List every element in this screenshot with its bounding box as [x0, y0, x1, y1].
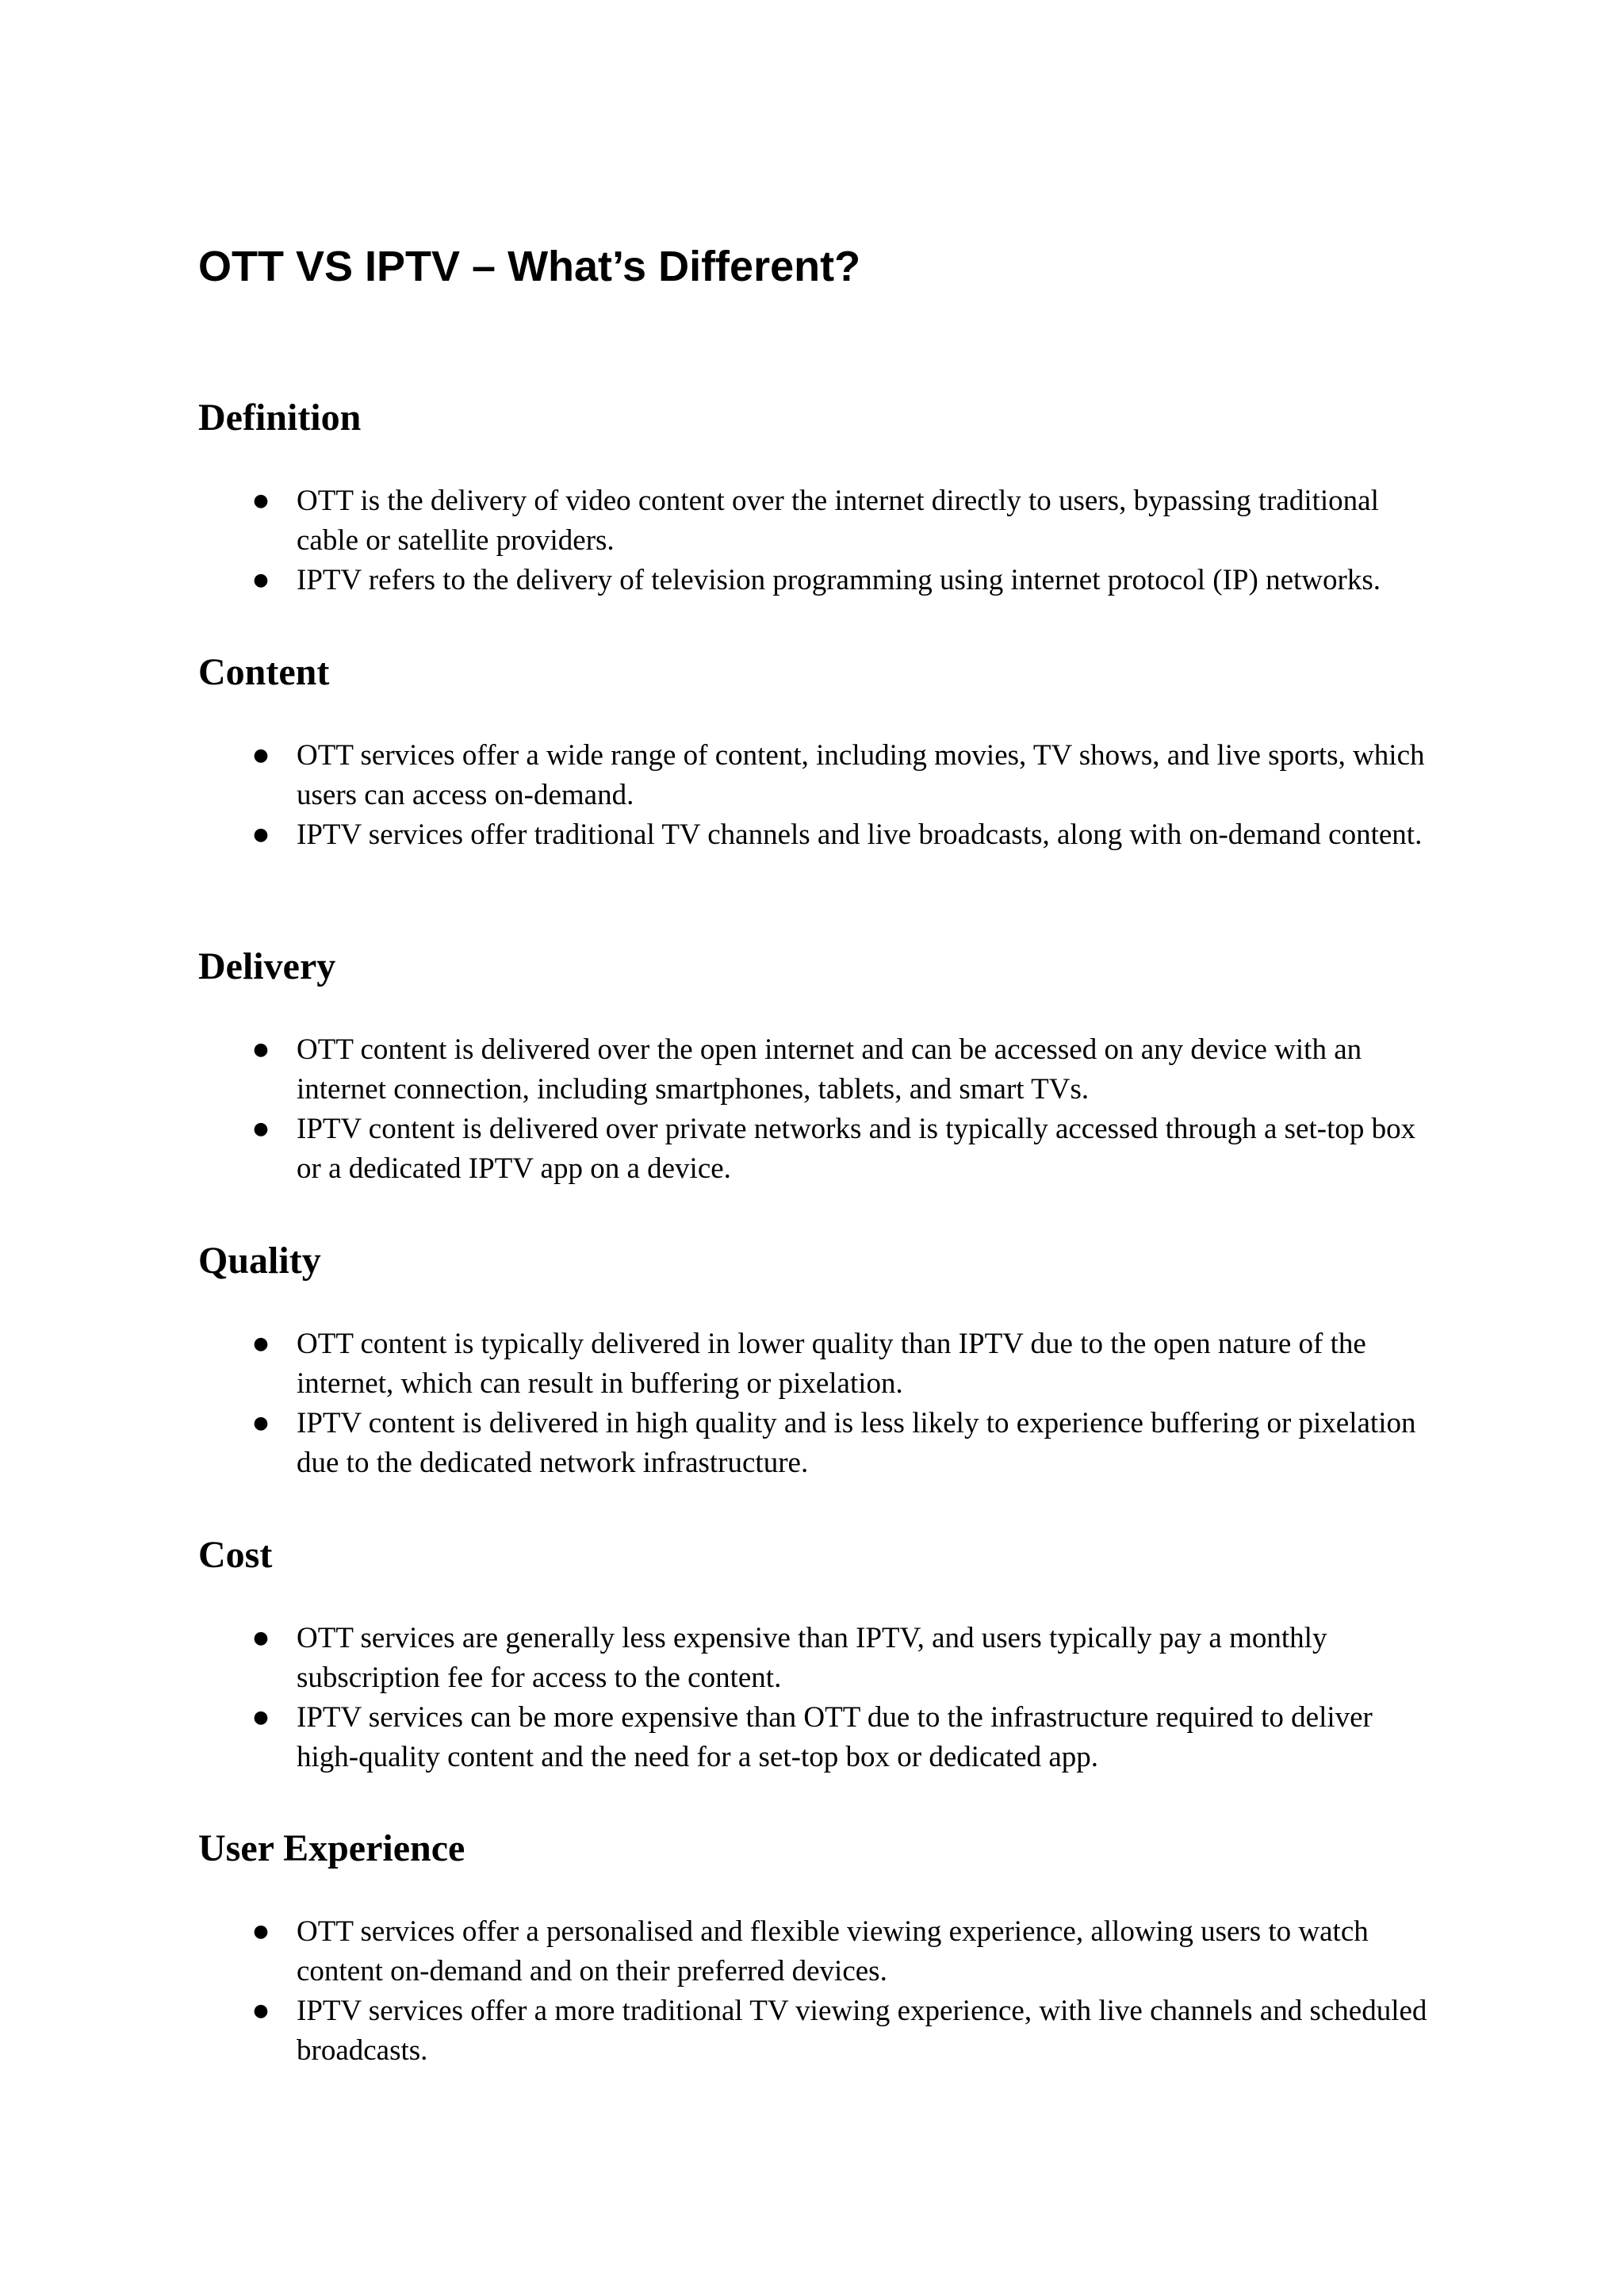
bullet-list — [198, 1619, 1435, 1777]
bullet-list — [198, 1030, 1435, 1189]
section-delivery — [198, 943, 1435, 1185]
bullet-list — [198, 736, 1435, 855]
bullet-list — [198, 481, 1435, 600]
list-item — [198, 1698, 1435, 1777]
bullet-icon: ● — [253, 1922, 269, 1941]
list-item-text: OTT services offer a personalised and flexible viewing experience, allowing users to watch content on-demand and on their preferred devices. — [297, 1915, 1369, 1987]
bullet-list — [198, 1912, 1435, 2071]
list-item — [198, 1110, 1435, 1189]
section-heading: Quality — [198, 1240, 321, 1282]
section-cost — [198, 1531, 1435, 1773]
list-item — [198, 1619, 1435, 1698]
bullet-icon: ● — [253, 1708, 269, 1727]
section-heading: User Experience — [198, 1827, 465, 1869]
list-item — [198, 815, 1435, 855]
list-item — [198, 481, 1435, 561]
section-heading: Definition — [198, 397, 362, 439]
list-item-text: IPTV services offer a more traditional TV viewing experience, with live channels and scheduled broadcasts. — [297, 1995, 1427, 2067]
list-item — [198, 1324, 1435, 1404]
bullet-icon: ● — [253, 1040, 269, 1060]
bullet-icon: ● — [253, 1628, 269, 1648]
section-user-experience — [198, 1825, 1435, 2067]
list-item-text: IPTV content is delivered in high quality and is less likely to experience buffering or pixelation due to the dedicated network infrastructure. — [297, 1407, 1416, 1479]
bullet-icon: ● — [253, 491, 269, 511]
list-item-text: OTT content is delivered over the open internet and can be accessed on any device with an internet connection, including smartphones, tablets, and smart TVs. — [297, 1033, 1362, 1106]
bullet-icon: ● — [253, 570, 269, 590]
bullet-icon: ● — [253, 825, 269, 845]
list-item-text: OTT content is typically delivered in lower quality than IPTV due to the open nature of the internet, which can result in buffering or pixelation. — [297, 1328, 1366, 1400]
bullet-list — [198, 1324, 1435, 1483]
section-heading: Delivery — [198, 945, 336, 987]
list-item — [198, 1404, 1435, 1483]
bullet-icon: ● — [253, 1413, 269, 1433]
bullet-icon: ● — [253, 1334, 269, 1354]
list-item-text: OTT services are generally less expensive than IPTV, and users typically pay a monthly subscription fee for access to the content. — [297, 1622, 1327, 1694]
list-item-text: IPTV refers to the delivery of television programming using internet protocol (IP) networks. — [297, 564, 1381, 596]
section-heading: Cost — [198, 1534, 273, 1576]
bullet-icon: ● — [253, 1119, 269, 1139]
section-content — [198, 649, 1435, 851]
bullet-icon: ● — [253, 746, 269, 765]
list-item-text: OTT services offer a wide range of content, including movies, TV shows, and live sports, which users can access on-demand. — [297, 739, 1425, 811]
section-definition — [198, 394, 1435, 596]
list-item — [198, 1030, 1435, 1110]
list-item-text: IPTV content is delivered over private networks and is typically accessed through a set-top box or a dedicated IPTV app on a device. — [297, 1113, 1416, 1185]
list-item — [198, 1991, 1435, 2071]
list-item — [198, 561, 1435, 600]
list-item-text: IPTV services offer traditional TV channels and live broadcasts, along with on-demand content. — [297, 818, 1423, 851]
list-item — [198, 736, 1435, 815]
page-title: OTT VS IPTV – What’s Different? — [198, 243, 861, 290]
list-item-text: IPTV services can be more expensive than OTT due to the infrastructure required to deliver high-quality content and the need for a set-top box or dedicated app. — [297, 1701, 1373, 1773]
section-quality — [198, 1237, 1435, 1479]
list-item — [198, 1912, 1435, 1991]
bullet-icon: ● — [253, 2001, 269, 2021]
list-item-text: OTT is the delivery of video content over the internet directly to users, bypassing traditional cable or satellite providers. — [297, 485, 1379, 557]
section-heading: Content — [198, 651, 330, 693]
